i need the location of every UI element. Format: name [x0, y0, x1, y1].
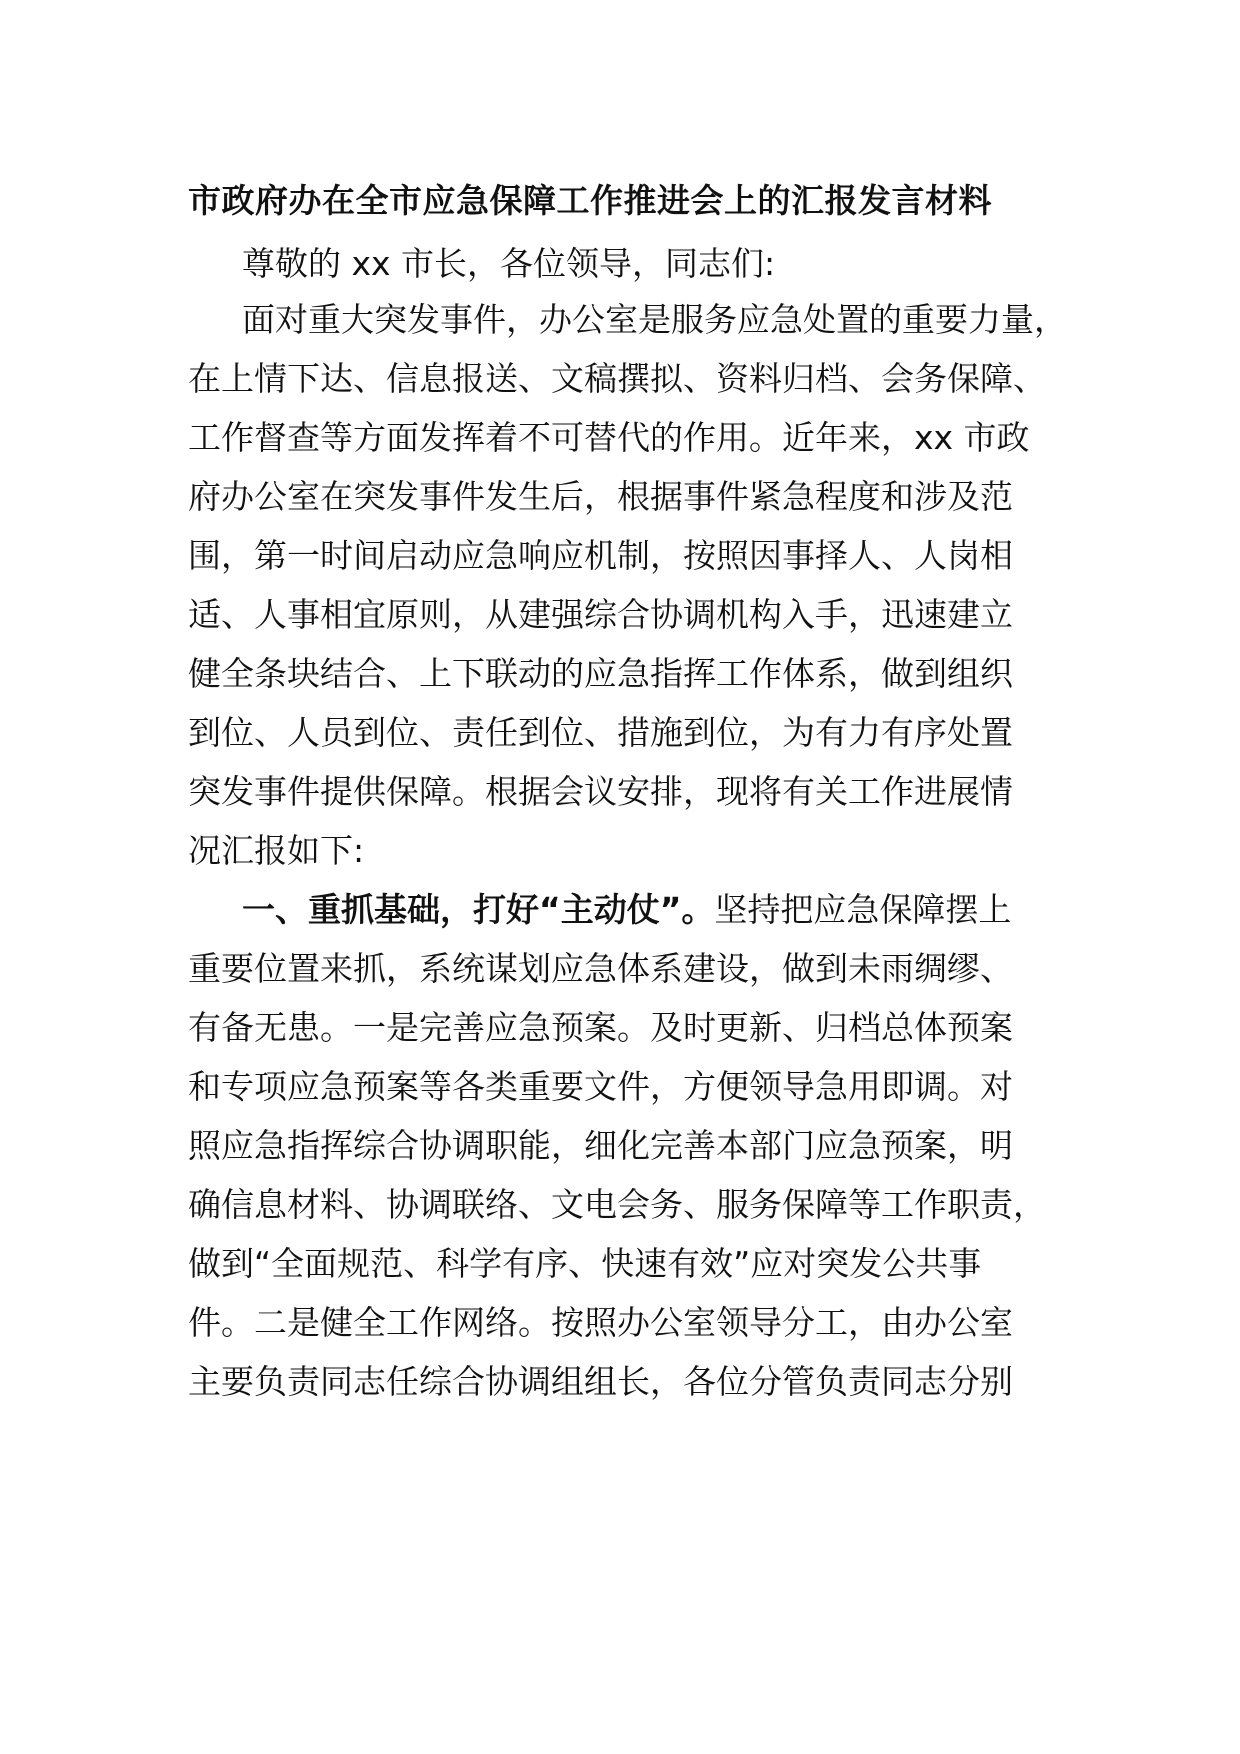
paragraph-1-line: 适、人事相宜原则，从建强综合协调机构入手，迅速建立	[188, 595, 1013, 634]
section-1-first-line	[242, 887, 1011, 933]
section-1-line: 有备无患。一是完善应急预案。及时更新、归档总体预案	[188, 1008, 1013, 1047]
section-1-line: 重要位置来抓，系统谋划应急体系建设，做到未雨绸缪、	[188, 949, 1013, 988]
section-1-first-line-text: 坚持把应急保障摆上	[714, 890, 1012, 929]
section-1-line: 照应急指挥综合协调职能，细化完善本部门应急预案，明	[188, 1126, 1013, 1165]
paragraph-1-line: 到位、人员到位、责任到位、措施到位，为有力有序处置	[188, 713, 1013, 752]
paragraph-1-line: 工作督查等方面发挥着不可替代的作用。近年来，xx 市政	[188, 418, 1030, 457]
paragraph-1-line: 健全条块结合、上下联动的应急指挥工作体系，做到组织	[188, 654, 1013, 693]
section-1-heading: 一、重抓基础，打好“主动仗”。	[242, 890, 715, 929]
paragraph-1-line: 突发事件提供保障。根据会议安排，现将有关工作进展情	[188, 772, 1013, 811]
section-1-line: 确信息材料、协调联络、文电会务、服务保障等工作职责，	[188, 1185, 1046, 1224]
section-1-line: 和专项应急预案等各类重要文件，方便领导急用即调。对	[188, 1067, 1013, 1106]
section-1-line: 做到“全面规范、科学有序、快速有效”应对突发公共事	[188, 1244, 982, 1283]
paragraph-1-line: 府办公室在突发事件发生后，根据事件紧急程度和涉及范	[188, 477, 1013, 516]
salutation: 尊敬的 xx 市长，各位领导，同志们:	[242, 244, 776, 283]
paragraph-1-line: 围，第一时间启动应急响应机制，按照因事择人、人岗相	[188, 536, 1013, 575]
paragraph-1-line: 况汇报如下:	[188, 831, 365, 870]
section-1-line: 件。二是健全工作网络。按照办公室领导分工，由办公室	[188, 1303, 1013, 1342]
paragraph-1-line: 在上情下达、信息报送、文稿撰拟、资料归档、会务保障、	[188, 359, 1046, 398]
section-1-line: 主要负责同志任综合协调组组长，各位分管负责同志分别	[188, 1362, 1013, 1401]
paragraph-1-line: 面对重大突发事件，办公室是服务应急处置的重要力量，	[242, 300, 1067, 339]
document-title: 市政府办在全市应急保障工作推进会上的汇报发言材料	[188, 181, 992, 220]
